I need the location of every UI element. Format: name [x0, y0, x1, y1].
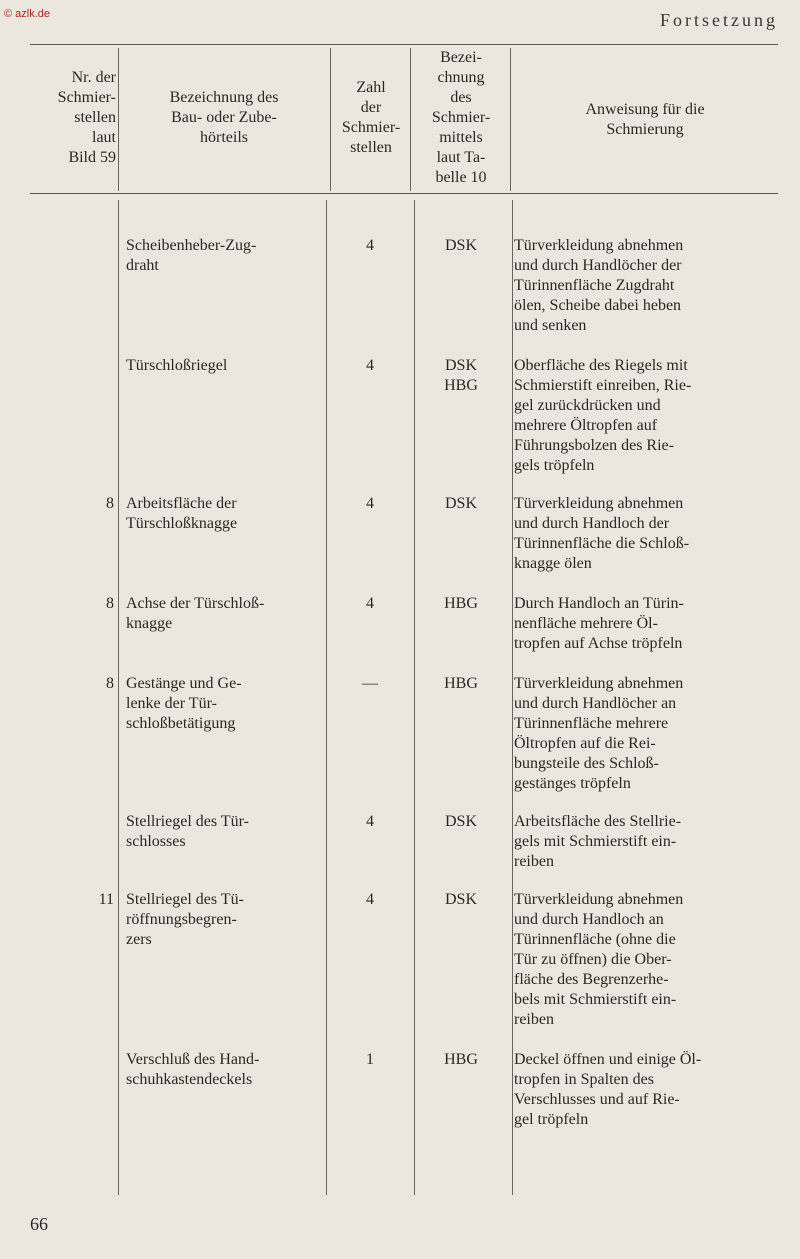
- column-divider: [330, 48, 331, 191]
- table-cell-desc: Gestänge und Ge- lenke der Tür- schloßbetätigung: [126, 675, 242, 732]
- table-cell-desc: Verschluß des Hand- schuhkastendeckels: [126, 1051, 260, 1088]
- header-zahl: Zahl der Schmier- stellen: [341, 79, 401, 156]
- table-cell-bez: DSK: [444, 495, 477, 512]
- table-cell-bez: DSK: [444, 813, 477, 830]
- page-number: 66: [30, 1214, 48, 1234]
- header-bezeichnung: Bezeichnung des Bau- oder Zube- hörteils: [169, 89, 279, 146]
- table-cell-desc: Stellriegel des Tür- schlosses: [126, 813, 249, 850]
- column-divider: [118, 48, 119, 191]
- table-cell-zahl: 4: [366, 891, 374, 908]
- table-cell-num: 11: [98, 891, 114, 908]
- column-divider: [510, 48, 511, 191]
- table-cell-anw: Türverkleidung abnehmen und durch Handlöcher der Türinnenfläche Zugdraht ölen, Scheibe dabei heben und senken: [514, 237, 684, 334]
- table-cell-desc: Türschloßriegel: [126, 357, 228, 374]
- table-cell-anw: Durch Handloch an Türin- nenfläche mehrere Öl- tropfen auf Achse tröpfeln: [514, 595, 684, 652]
- table-header-rule: [30, 193, 778, 194]
- header-schmiermittel: Bezei- chnung des Schmier- mittels laut Ta- belle 10: [431, 49, 491, 186]
- table-cell-anw: Türverkleidung abnehmen und durch Handlöcher an Türinnenfläche mehrere Öltropfen auf die Rei- bungsteile des Schloß- gestänges tröpfeln: [514, 675, 684, 792]
- column-divider: [118, 200, 119, 1195]
- table-cell-zahl: 4: [366, 813, 374, 830]
- table-cell-bez: HBG: [444, 1051, 478, 1068]
- table-cell-bez: DSK HBG: [444, 357, 478, 394]
- table-cell-anw: Türverkleidung abnehmen und durch Handloch der Türinnenfläche die Schloß- knagge ölen: [514, 495, 690, 572]
- header-schmierstellen-nr: Nr. der Schmier- stellen laut Bild 59: [57, 69, 116, 166]
- table-cell-desc: Arbeitsfläche der Türschloßknagge: [126, 495, 238, 532]
- column-divider: [410, 48, 411, 191]
- table-cell-bez: HBG: [444, 595, 478, 612]
- column-divider: [326, 200, 327, 1195]
- table-cell-zahl: 1: [366, 1051, 374, 1068]
- table-top-rule: [30, 44, 778, 45]
- table-cell-bez: DSK: [444, 237, 477, 254]
- table-cell-zahl: 4: [366, 595, 374, 612]
- continuation-label: Fortsetzung: [660, 10, 778, 30]
- table-cell-bez: DSK: [444, 891, 477, 908]
- table-cell-zahl: 4: [366, 357, 374, 374]
- table-cell-zahl: 4: [366, 495, 374, 512]
- watermark: © azlk.de: [4, 8, 51, 20]
- table-cell-desc: Stellriegel des Tü- röffnungsbegren- zers: [126, 891, 244, 948]
- table-cell-bez: HBG: [444, 675, 478, 692]
- table-cell-num: 8: [106, 595, 114, 612]
- table-cell-anw: Deckel öffnen und einige Öl- tropfen in Spalten des Verschlusses und auf Rie- gel tröpfeln: [514, 1051, 702, 1128]
- column-divider: [512, 200, 513, 1195]
- table-cell-num: 8: [106, 675, 114, 692]
- table-cell-anw: Oberfläche des Riegels mit Schmierstift einreiben, Rie- gel zurückdrücken und mehrere Öltropfen auf Führungsbolzen des Rie- gels tröpfeln: [514, 357, 692, 474]
- table-cell-desc: Scheibenheber-Zug- draht: [126, 237, 257, 274]
- column-divider: [414, 200, 415, 1195]
- table-cell-zahl: —: [362, 675, 378, 692]
- table-cell-desc: Achse der Türschloß- knagge: [126, 595, 265, 632]
- table-cell-anw: Arbeitsfläche des Stellrie- gels mit Schmierstift ein- reiben: [514, 813, 682, 870]
- table-cell-num: 8: [106, 495, 114, 512]
- table-cell-anw: Türverkleidung abnehmen und durch Handloch an Türinnenfläche (ohne die Tür zu öffnen) die Ober- fläche des Begrenzerhe- bels mit Schmierstift ein- reiben: [514, 891, 684, 1028]
- header-anweisung: Anweisung für die Schmierung: [585, 101, 705, 138]
- table-cell-zahl: 4: [366, 237, 374, 254]
